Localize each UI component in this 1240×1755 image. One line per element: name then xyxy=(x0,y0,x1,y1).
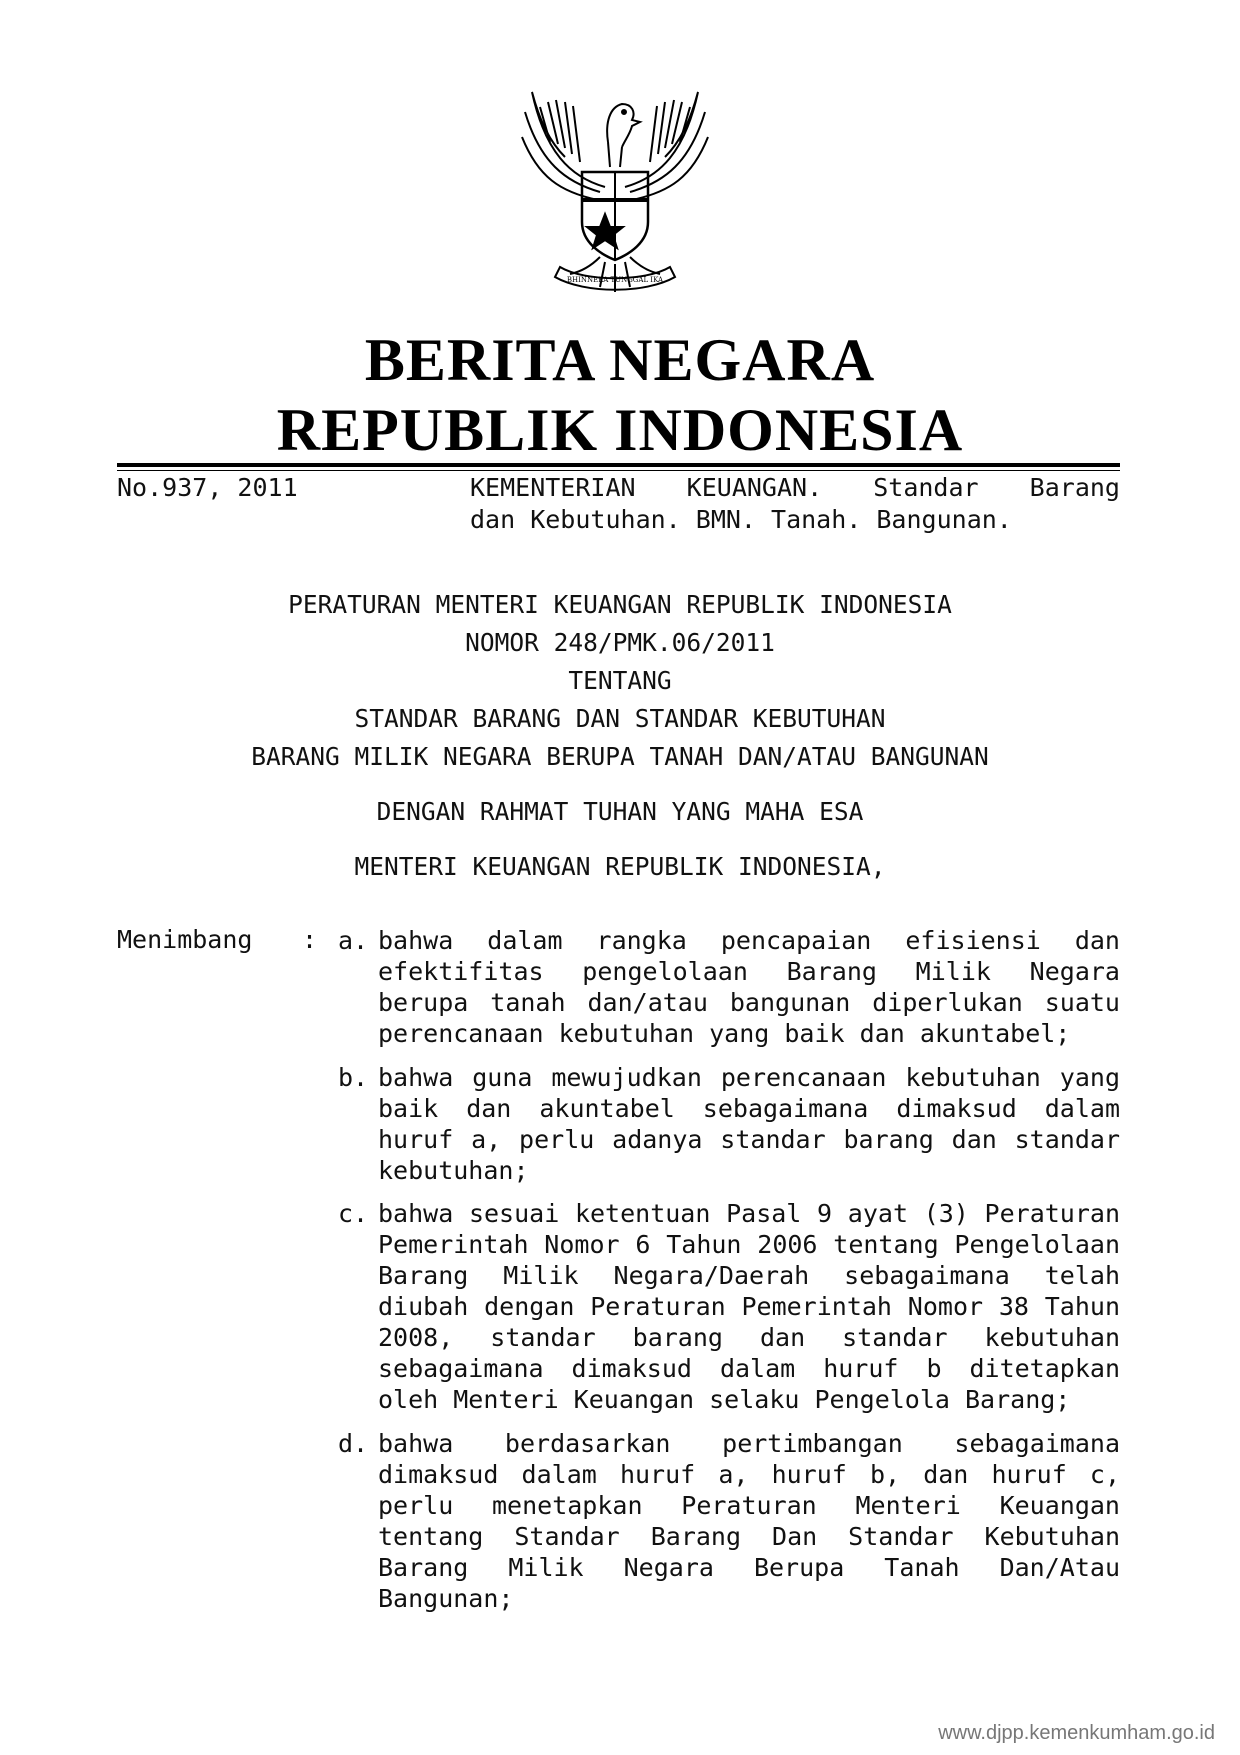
masthead-rule-thick xyxy=(117,463,1120,467)
regulation-minister: MENTERI KEUANGAN REPUBLIK INDONESIA, xyxy=(354,852,886,881)
considering-colon: : xyxy=(302,925,318,954)
footer-url: www.djpp.kemenkumham.go.id xyxy=(938,1722,1215,1744)
gazette-number: No.937, 2011 xyxy=(117,473,298,502)
masthead-title-line1: BERITA NEGARA xyxy=(364,327,876,393)
item-letter: b. xyxy=(338,1063,369,1092)
regulation-subject-line2: BARANG MILIK NEGARA BERUPA TANAH DAN/ATAU BANGUNAN xyxy=(251,742,989,771)
garuda-emblem-icon xyxy=(510,82,720,297)
item-letter: d. xyxy=(338,1429,369,1458)
regulation-title: PERATURAN MENTERI KEUANGAN REPUBLIK INDONESIA xyxy=(288,590,952,619)
masthead-title-line2: REPUBLIK INDONESIA xyxy=(276,397,964,463)
considering-label: Menimbang xyxy=(117,925,253,954)
gazette-description-line1: KEMENTERIAN KEUANGAN. Standar Barang xyxy=(470,473,1120,502)
regulation-invocation: DENGAN RAHMAT TUHAN YANG MAHA ESA xyxy=(376,797,864,826)
regulation-about: TENTANG xyxy=(568,666,672,695)
regulation-number: NOMOR 248/PMK.06/2011 xyxy=(465,628,775,657)
regulation-subject-line1: STANDAR BARANG DAN STANDAR KEBUTUHAN xyxy=(354,704,886,733)
item-text: bahwa sesuai ketentuan Pasal 9 ayat (3) Peraturan Pemerintah Nomor 6 Tahun 2006 tentang Pengelolaan Barang Milik Negara/Daerah sebagaimana telah diubah dengan Peraturan Pemerintah Nomor 38 Tahun 2008, standar barang dan standar kebutuhan sebagaimana dimaksud dalam huruf b ditetapkan oleh Menteri Keuangan selaku Pengelola Barang; xyxy=(378,1199,1120,1414)
item-text: bahwa guna mewujudkan perencanaan kebutuhan yang baik dan akuntabel sebagaimana dimaksud dalam huruf a, perlu adanya standar barang dan standar kebutuhan; xyxy=(378,1063,1120,1185)
item-text: bahwa dalam rangka pencapaian efisiensi dan efektifitas pengelolaan Barang Milik Negara berupa tanah dan/atau bangunan diperlukan suatu perencanaan kebutuhan yang baik dan akuntabel; xyxy=(378,926,1120,1048)
svg-text:BHINNEKA TUNGGAL IKA: BHINNEKA TUNGGAL IKA xyxy=(566,276,664,284)
gazette-description-line2: dan Kebutuhan. BMN. Tanah. Bangunan. xyxy=(470,505,1012,534)
masthead-rule-thin xyxy=(117,470,1120,471)
gazette-description xyxy=(470,472,1120,536)
item-letter: a. xyxy=(338,926,369,955)
item-letter: c. xyxy=(338,1199,369,1228)
item-text: bahwa berdasarkan pertimbangan sebagaimana dimaksud dalam huruf a, huruf b, dan huruf c, perlu menetapkan Peraturan Menteri Keuangan tentang Standar Barang Dan Standar Kebutuhan Barang Milik Negara Berupa Tanah Dan/Atau Bangunan; xyxy=(378,1429,1120,1613)
